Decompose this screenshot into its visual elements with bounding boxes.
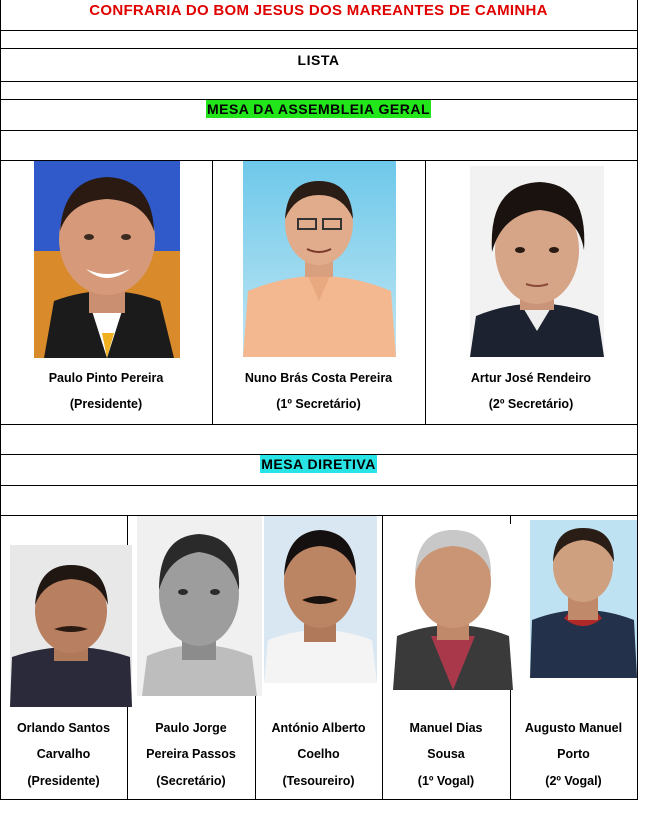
member-role: (Presidente) [27,774,100,788]
page-title: CONFRARIA DO BOM JESUS DOS MAREANTES DE CAMINHA [89,2,548,19]
member-photo [137,516,262,696]
board-heading: MESA DIRETIVA [261,456,376,472]
member-name-line2: Carvalho [36,747,91,761]
assembly-member-2 [212,372,425,411]
list-label: LISTA [297,52,340,68]
board-member-4 [382,722,510,788]
member-photo [530,520,637,678]
member-name-line1: Orlando Santos [16,721,111,735]
board-member-3 [255,722,382,788]
member-role: (1º Secretário) [276,397,361,411]
assembly-member-1 [0,372,212,411]
member-name-line1: António Alberto [271,721,366,735]
member-role: (Presidente) [69,397,143,411]
member-name: Artur José Rendeiro [470,371,592,385]
member-name-line1: Manuel Dias [409,721,483,735]
member-role: (2º Vogal) [545,774,602,788]
member-photo [10,545,132,707]
assembly-heading: MESA DA ASSEMBLEIA GERAL [206,101,431,117]
member-role: (Secretário) [156,774,226,788]
board-heading-row [0,456,637,474]
assembly-member-3 [425,372,637,411]
member-name: Paulo Pinto Pereira [48,371,164,385]
member-photo [34,161,180,358]
member-role: (Tesoureiro) [282,774,355,788]
board-member-1 [0,722,127,788]
member-name-line1: Paulo Jorge [155,721,227,735]
member-role: (2º Secretário) [488,397,574,411]
member-role: (1º Vogal) [417,774,475,788]
member-photo [264,516,377,683]
member-photo [470,166,604,357]
member-name-line2: Sousa [427,747,465,761]
member-photo [243,161,396,357]
member-name-line2: Pereira Passos [146,747,236,761]
member-name-line2: Coelho [297,747,340,761]
member-photo [393,524,513,690]
board-member-2 [127,722,255,788]
member-name: Nuno Brás Costa Pereira [244,371,393,385]
board-member-5 [510,722,637,788]
member-name-line1: Augusto Manuel [524,721,623,735]
assembly-heading-row [0,101,637,119]
member-name-line2: Porto [557,747,590,761]
